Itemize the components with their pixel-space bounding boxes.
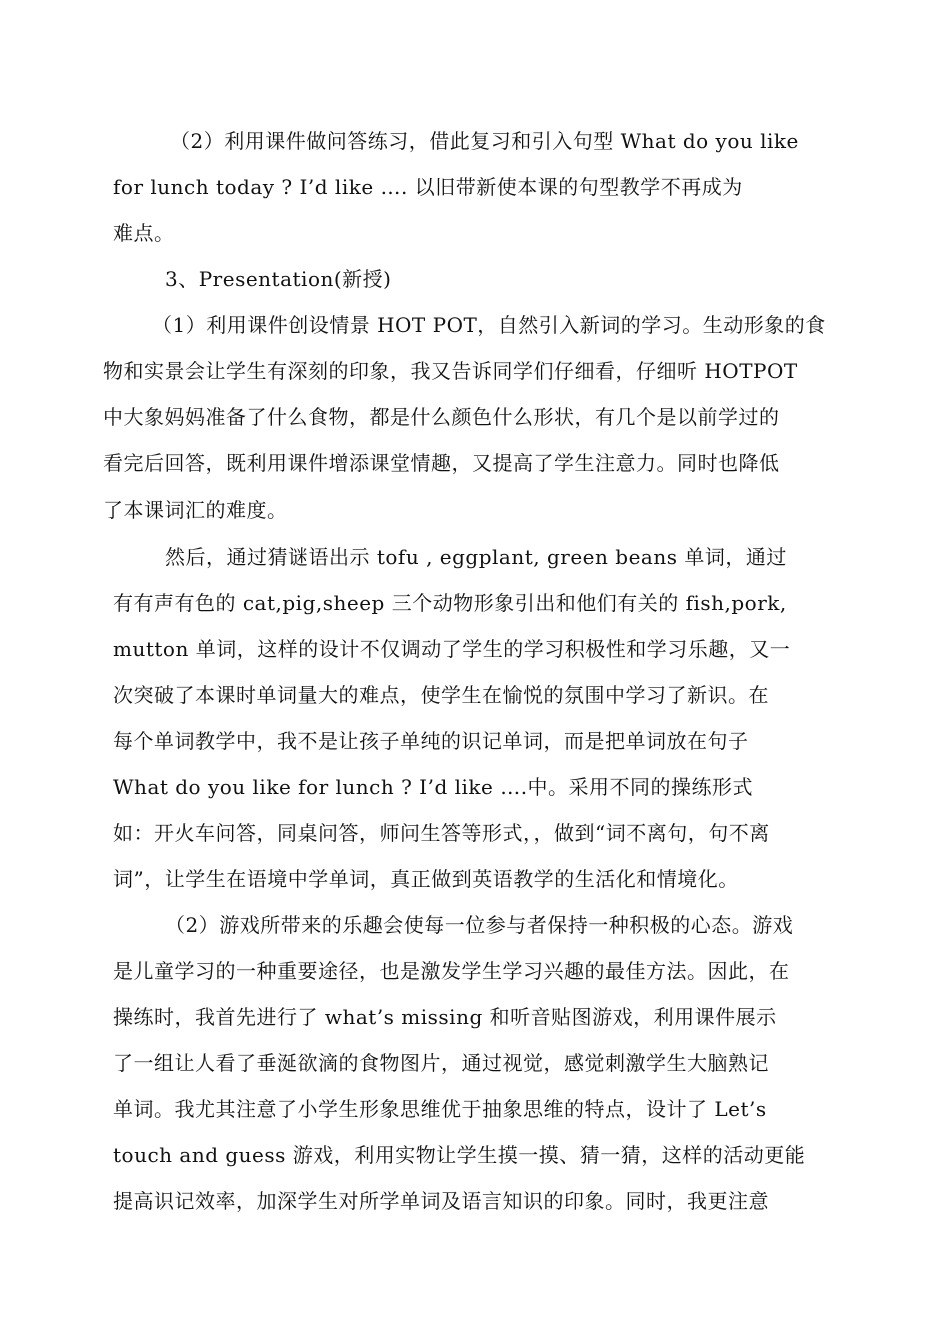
text-line: 有有声有色的 cat,pig,sheep 三个动物形象引出和他们有关的 fish,pork,: [113, 591, 787, 615]
text-line: mutton 单词，这样的设计不仅调动了学生的学习积极性和学习乐趣，又一: [113, 637, 791, 661]
text-line: What do you like for lunch ? I’d like ….中。采用不同的操练形式: [113, 775, 754, 799]
text-line: 看完后回答，既利用课件增添课堂情趣，又提高了学生注意力。同时也降低: [103, 451, 780, 475]
text-line: touch and guess 游戏，利用实物让学生摸一摸、猜一猜，这样的活动更能: [113, 1143, 806, 1167]
text-line: （2）利用课件做问答练习，借此复习和引入句型 What do you like: [170, 129, 799, 153]
section-heading: 3、Presentation(新授): [165, 267, 392, 291]
text-line: （2）游戏所带来的乐趣会使每一位参与者保持一种积极的心态。游戏: [165, 913, 794, 937]
text-line: 操练时，我首先进行了 what’s missing 和听音贴图游戏，利用课件展示: [113, 1005, 777, 1029]
text-line: 难点。: [113, 221, 175, 245]
text-line: 次突破了本课时单词量大的难点，使学生在愉悦的氛围中学习了新识。在: [113, 683, 769, 707]
text-line: 如：开火车问答，同桌问答，师问生答等形式，，做到“词不离句，句不离: [113, 821, 770, 845]
text-line: 了本课词汇的难度。: [103, 498, 288, 522]
text-line: 物和实景会让学生有深刻的印象，我又告诉同学们仔细看，仔细听 HOTPOT: [103, 359, 798, 383]
text-line: 词”，让学生在语境中学单词，真正做到英语教学的生活化和情境化。: [113, 867, 739, 891]
text-line: 是儿童学习的一种重要途径，也是激发学生学习兴趣的最佳方法。因此，在: [113, 959, 790, 983]
text-line: 每个单词教学中，我不是让孩子单纯的识记单词，而是把单词放在句子: [113, 729, 749, 753]
text-line: for lunch today ? I’d like …. 以旧带新使本课的句型教学不再成为: [113, 175, 743, 199]
text-line: 然后，通过猜谜语出示 tofu , eggplant, green beans 单词，通过: [165, 545, 787, 569]
text-line: （1）利用课件创设情景 HOT POT，自然引入新词的学习。生动形象的食: [152, 313, 826, 337]
text-line: 了一组让人看了垂涎欲滴的食物图片，通过视觉，感觉刺激学生大脑熟记: [113, 1051, 769, 1075]
text-line: 提高识记效率，加深学生对所学单词及语言知识的印象。同时，我更注意: [113, 1189, 769, 1213]
text-line: 单词。我尤其注意了小学生形象思维优于抽象思维的特点，设计了 Let’s: [113, 1097, 767, 1121]
text-line: 中大象妈妈准备了什么食物，都是什么颜色什么形状，有几个是以前学过的: [103, 405, 780, 429]
